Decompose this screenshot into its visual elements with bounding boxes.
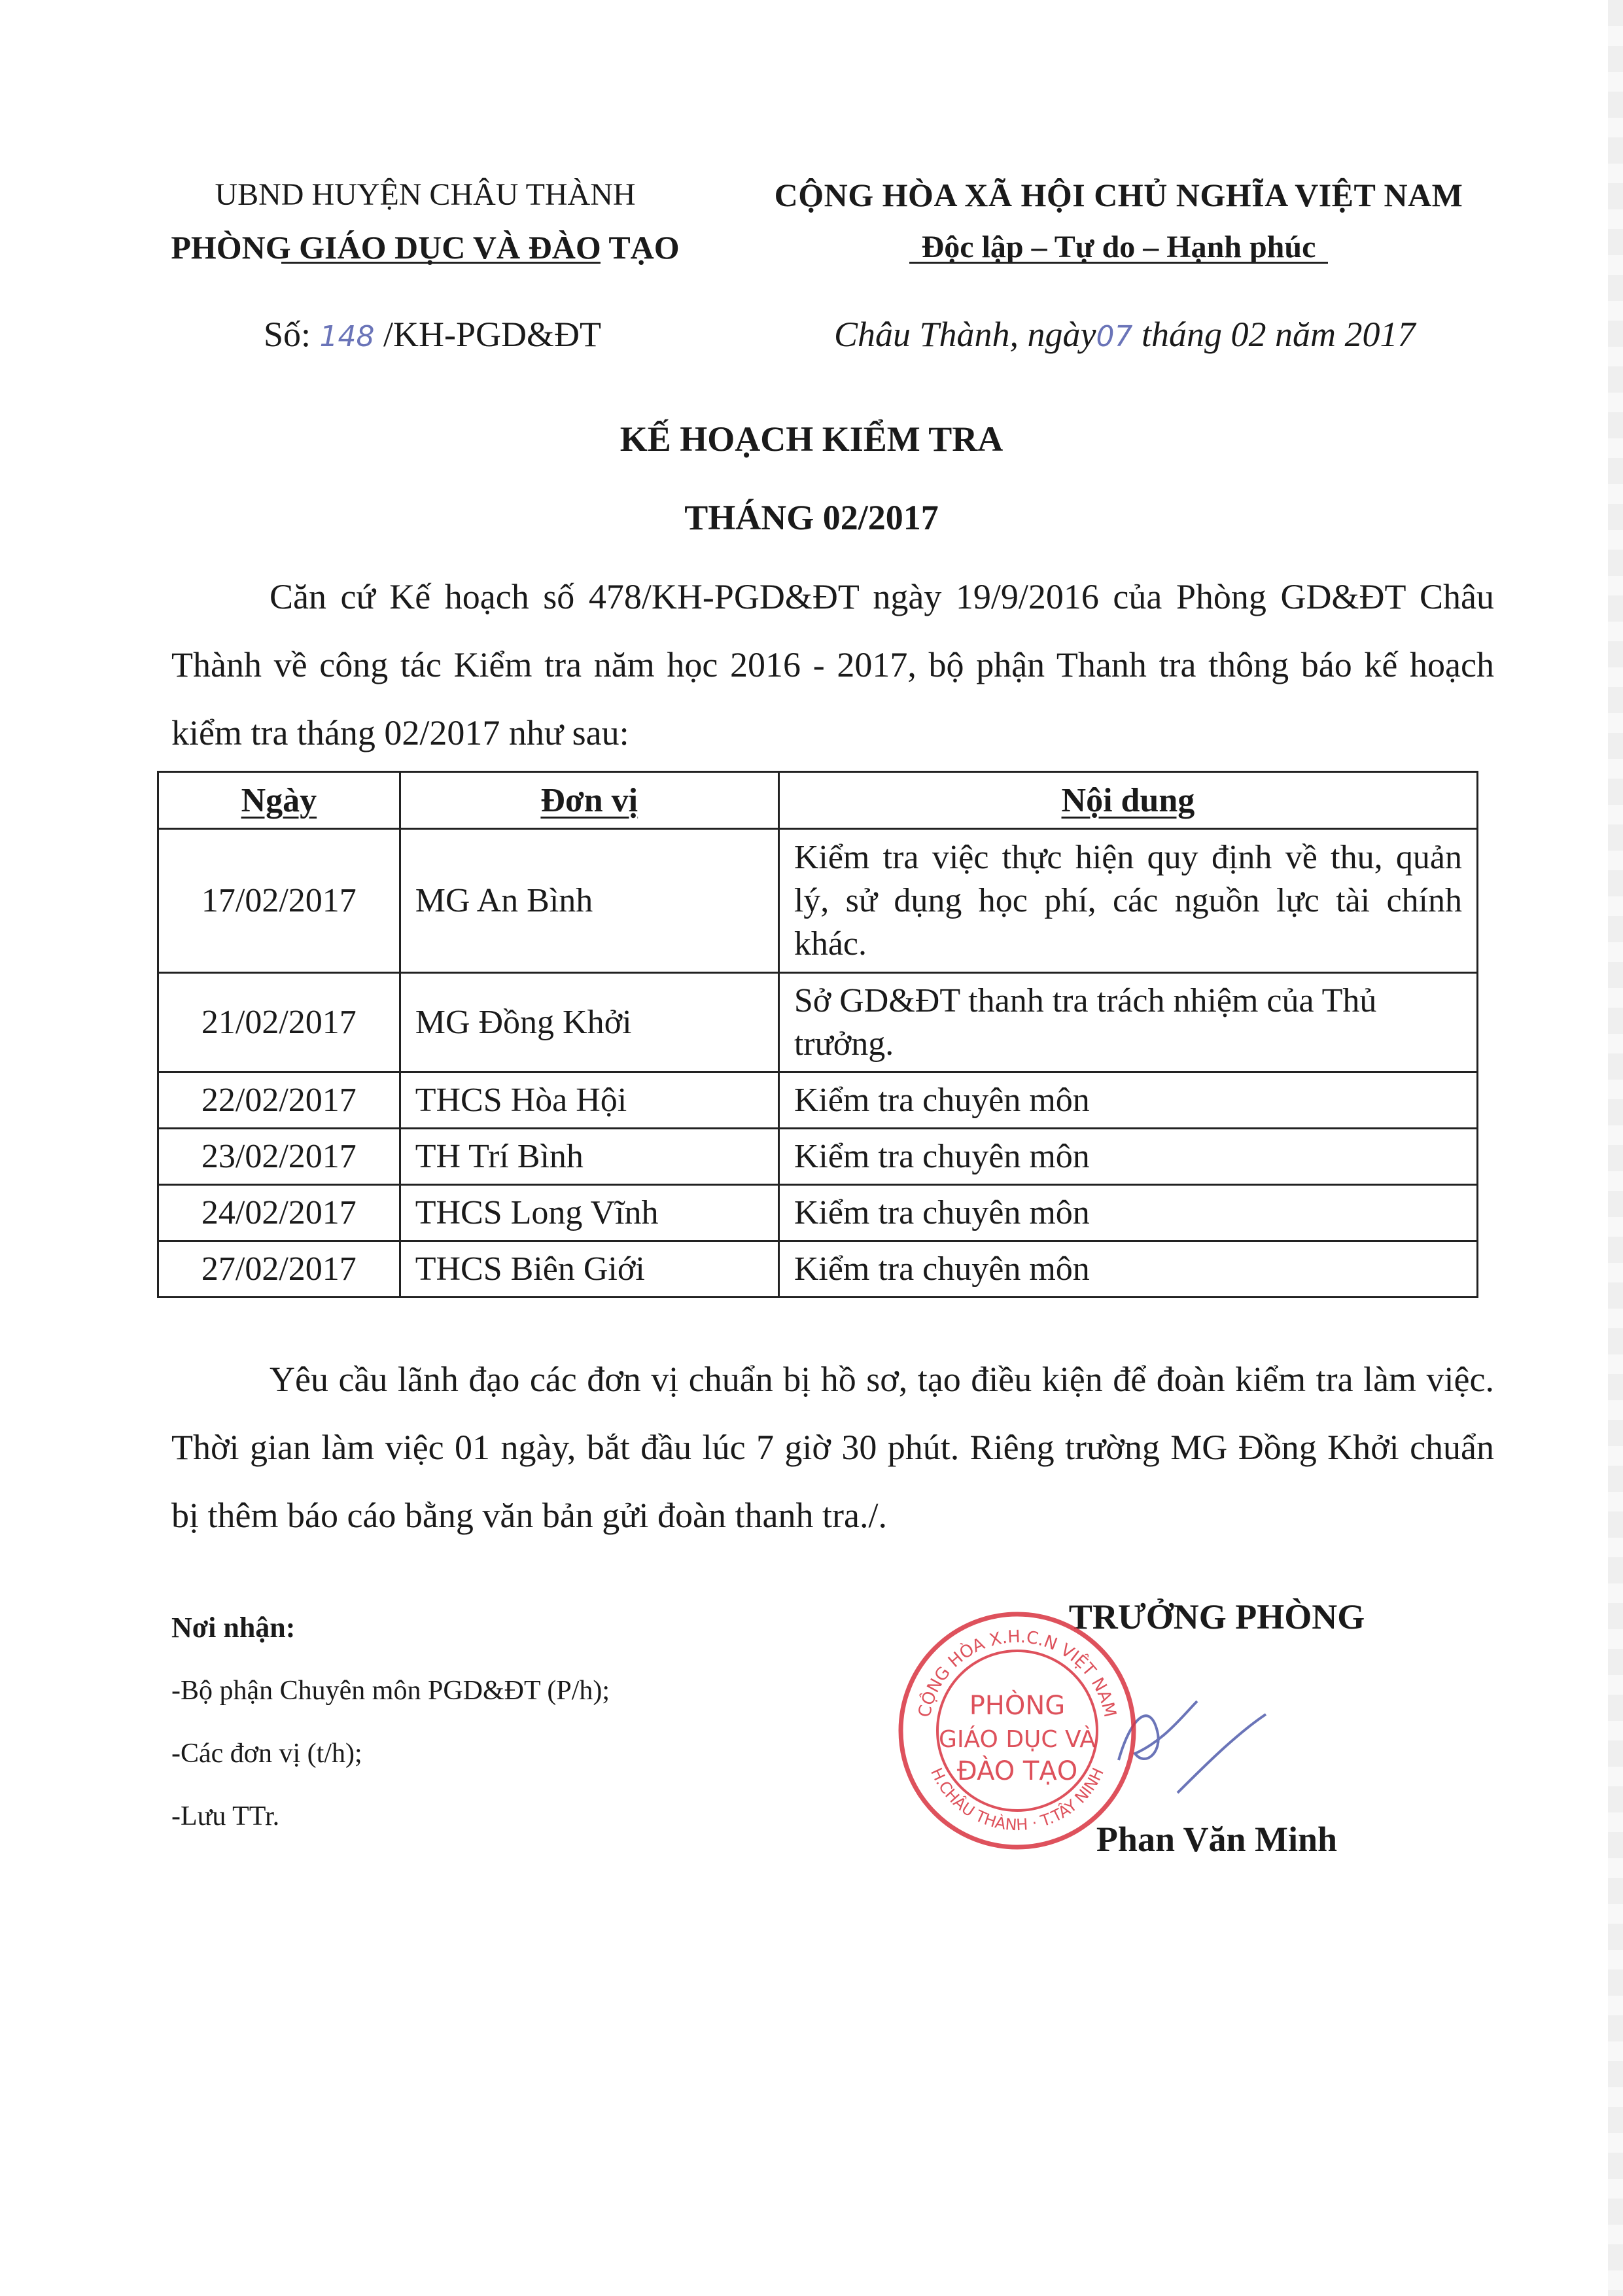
doc-number-prefix: Số: — [264, 315, 311, 354]
document-number — [264, 314, 601, 355]
motto-underline — [909, 262, 1328, 264]
table-row — [158, 1185, 1478, 1241]
cell-date: 23/02/2017 — [158, 1129, 400, 1185]
closing-paragraph — [171, 1345, 1494, 1549]
authority-line-2: PHÒNG GIÁO DỤC VÀ ĐÀO TẠO — [171, 229, 680, 266]
handwritten-day: 07 — [1096, 320, 1133, 353]
svg-text:H.CHÂU THÀNH · T.TÂY NINH: H.CHÂU THÀNH · T.TÂY NINH — [927, 1765, 1108, 1835]
recipients-block — [171, 1597, 610, 1848]
svg-text:ĐÀO TẠO: ĐÀO TẠO — [956, 1756, 1078, 1786]
document-date — [834, 314, 1416, 355]
table-row — [158, 1241, 1478, 1298]
cell-unit: TH Trí Bình — [400, 1129, 778, 1185]
table-row — [158, 829, 1478, 973]
table-row — [158, 1072, 1478, 1129]
document-subtitle: THÁNG 02/2017 — [684, 498, 939, 537]
doc-number-suffix: /KH-PGD&ĐT — [383, 315, 602, 354]
doc-date-prefix: Châu Thành, ngày — [834, 315, 1096, 354]
motto: Độc lập – Tự do – Hạnh phúc — [921, 230, 1316, 264]
table-header-row — [158, 772, 1478, 829]
cell-content: Sở GD&ĐT thanh tra trách nhiệm của Thủ trưởng. — [778, 973, 1477, 1072]
authority-underline — [281, 262, 601, 264]
cell-unit: THCS Biên Giới — [400, 1241, 778, 1298]
national-motto — [759, 169, 1478, 274]
header-unit: Đơn vị — [400, 772, 778, 829]
cell-date: 27/02/2017 — [158, 1241, 400, 1298]
cell-content: Kiểm tra chuyên môn — [778, 1185, 1477, 1241]
issuing-authority — [164, 169, 687, 274]
cell-date: 21/02/2017 — [158, 973, 400, 1072]
cell-content: Kiểm tra việc thực hiện quy định về thu, quản lý, sử dụng học phí, các nguồn lực tài chính khác. — [778, 829, 1477, 973]
document-title: KẾ HOẠCH KIỂM TRA — [620, 419, 1003, 459]
inspection-schedule-table — [157, 771, 1478, 1298]
table-row — [158, 973, 1478, 1072]
handwritten-doc-number: 148 — [319, 320, 375, 353]
cell-unit: THCS Long Vĩnh — [400, 1185, 778, 1241]
svg-text:PHÒNG: PHÒNG — [969, 1691, 1066, 1721]
recipient-item: -Bộ phận Chuyên môn PGD&ĐT (P/h); — [171, 1676, 610, 1706]
cell-unit: MG An Bình — [400, 829, 778, 973]
signatory-title: TRƯỞNG PHÒNG — [1068, 1597, 1365, 1636]
recipients-heading: Nơi nhận: — [171, 1612, 296, 1644]
cell-content: Kiểm tra chuyên môn — [778, 1072, 1477, 1129]
svg-text:CỘNG HÒA X.H.C.N VIỆT NAM: CỘNG HÒA X.H.C.N VIỆT NAM — [915, 1627, 1120, 1720]
table-row — [158, 1129, 1478, 1185]
cell-unit: MG Đồng Khởi — [400, 973, 778, 1072]
scan-edge-artifact — [1608, 0, 1623, 2296]
doc-date-suffix: tháng 02 năm 2017 — [1142, 315, 1416, 354]
recipient-item: -Các đơn vị (t/h); — [171, 1739, 362, 1769]
intro-paragraph — [171, 563, 1494, 767]
intro-text: Căn cứ Kế hoạch số 478/KH-PGD&ĐT ngày 19/9/2016 của Phòng GD&ĐT Châu Thành về công tác Kiểm tra năm học 2016 - 2017, bộ phận Thanh tra thông báo kế hoạch kiểm tra tháng 02/2017 như sau: — [171, 577, 1494, 752]
official-seal — [893, 1606, 1142, 1855]
authority-line-1: UBND HUYỆN CHÂU THÀNH — [215, 177, 636, 212]
cell-content: Kiểm tra chuyên môn — [778, 1241, 1477, 1298]
closing-text: Yêu cầu lãnh đạo các đơn vị chuẩn bị hồ sơ, tạo điều kiện để đoàn kiểm tra làm việc. Thời gian làm việc 01 ngày, bắt đầu lúc 7 giờ 30 phút. Riêng trường MG Đồng Khởi chuẩn bị thêm báo cáo bằng văn bản gửi đoàn thanh tra./. — [171, 1360, 1494, 1535]
cell-content: Kiểm tra chuyên môn — [778, 1129, 1477, 1185]
svg-text:GIÁO DỤC VÀ: GIÁO DỤC VÀ — [939, 1726, 1096, 1753]
cell-date: 24/02/2017 — [158, 1185, 400, 1241]
cell-unit: THCS Hòa Hội — [400, 1072, 778, 1129]
country-name: CỘNG HÒA XÃ HỘI CHỦ NGHĨA VIỆT NAM — [774, 177, 1463, 213]
signatory-name: Phan Văn Minh — [1096, 1820, 1338, 1859]
header-date: Ngày — [158, 772, 400, 829]
cell-date: 22/02/2017 — [158, 1072, 400, 1129]
header-content: Nội dung — [778, 772, 1477, 829]
cell-date: 17/02/2017 — [158, 829, 400, 973]
recipient-item: -Lưu TTr. — [171, 1801, 280, 1831]
